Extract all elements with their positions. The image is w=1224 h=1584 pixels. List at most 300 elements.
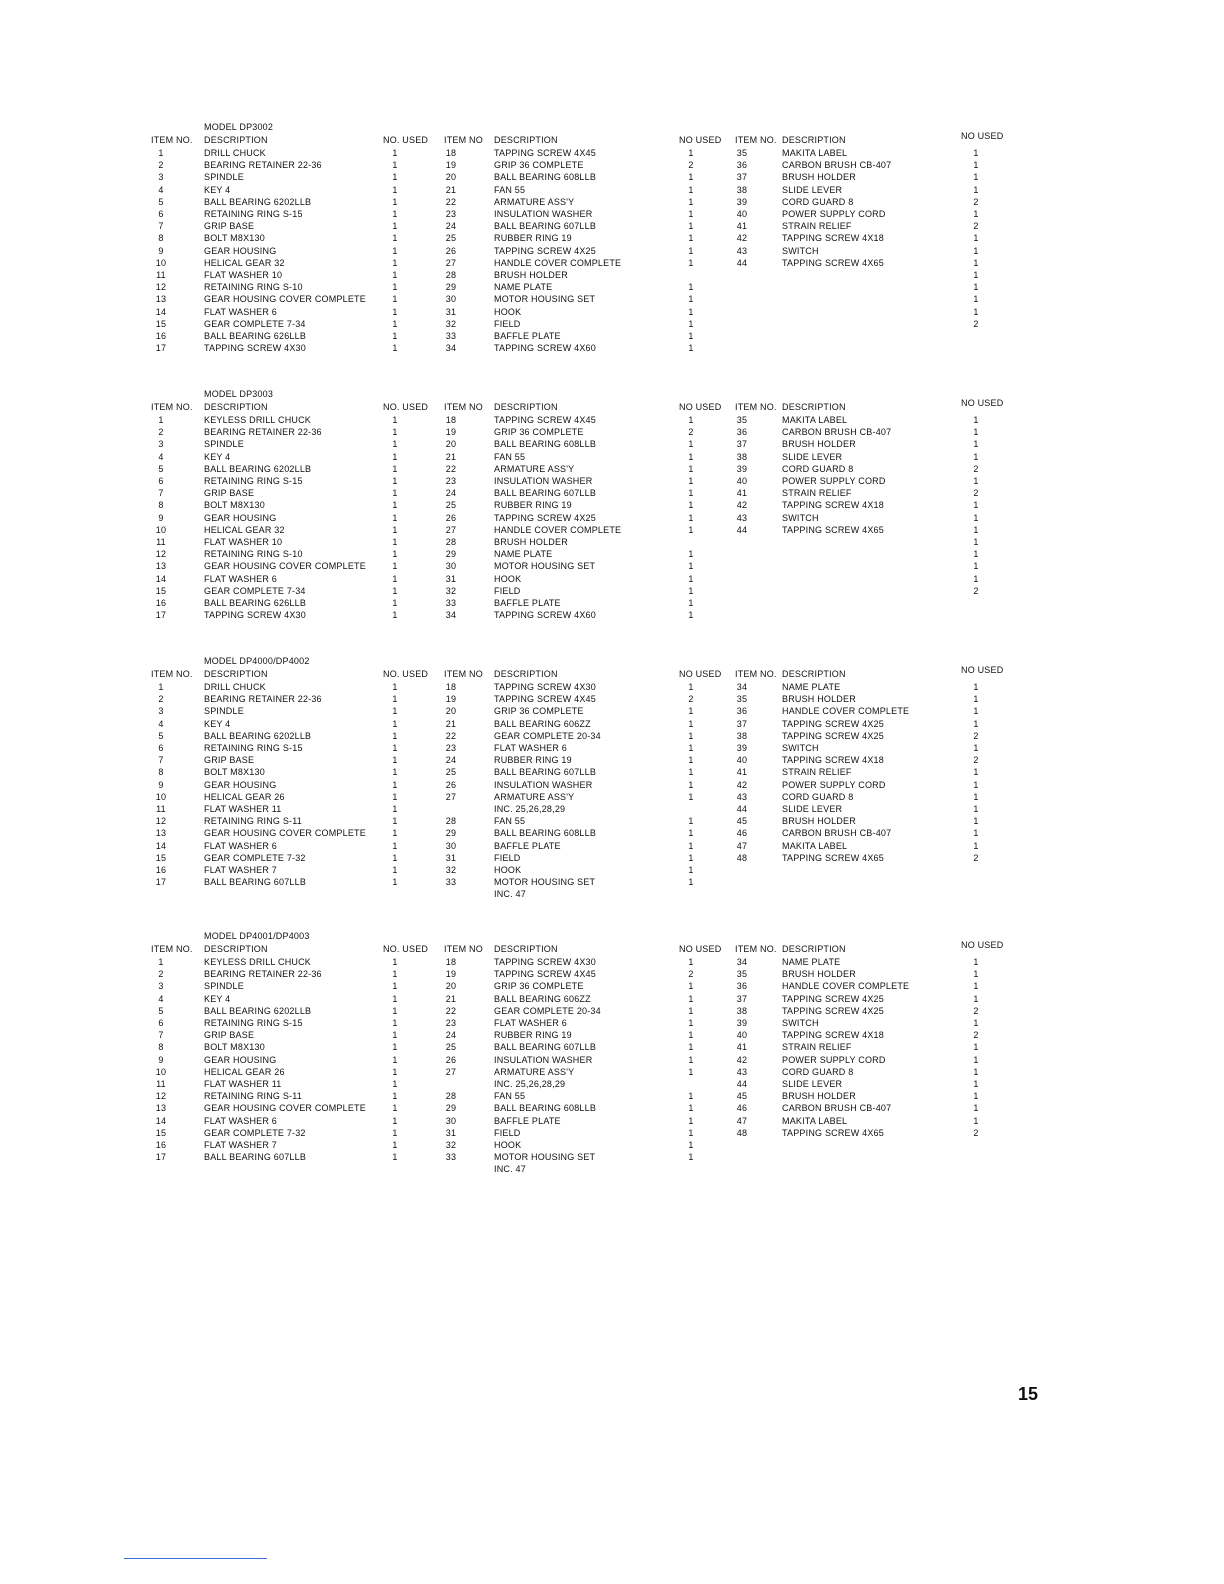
quantity-used: 1 <box>688 172 694 183</box>
part-description: TAPPING SCREW 4X65 <box>782 257 884 268</box>
item-number: 25 <box>445 500 457 511</box>
item-no-header: ITEM NO. <box>151 944 193 954</box>
part-description: SLIDE LEVER <box>782 1079 843 1089</box>
part-description: RETAINING RING S-15 <box>204 743 303 753</box>
item-number: 7 <box>158 755 164 766</box>
description-header: DESCRIPTION <box>494 402 558 412</box>
part-description: RUBBER RING 19 <box>494 755 572 766</box>
item-number: 40 <box>736 476 748 486</box>
part-description: MAKITA LABEL <box>782 1115 848 1126</box>
part-description: FLAT WASHER 6 <box>204 840 277 851</box>
item-number: 25 <box>445 233 457 244</box>
part-description: GRIP 36 COMPLETE <box>494 427 584 438</box>
quantity-used: 1 <box>973 427 979 438</box>
part-description: GRIP BASE <box>204 755 255 766</box>
item-number: 19 <box>445 969 457 980</box>
item-number: 4 <box>158 451 164 462</box>
quantity-used: 1 <box>688 1030 694 1041</box>
item-number: 34 <box>445 610 457 621</box>
quantity-used: 1 <box>688 512 694 523</box>
item-number: 44 <box>736 1079 748 1089</box>
item-number: 14 <box>155 840 167 851</box>
quantity-used: 1 <box>688 1140 694 1150</box>
quantity-used: 1 <box>688 331 694 341</box>
part-description: MAKITA LABEL <box>782 415 848 425</box>
item-number: 21 <box>445 993 457 1004</box>
part-description: RETAINING RING S-10 <box>204 282 303 293</box>
quantity-used: 1 <box>688 1115 694 1126</box>
part-description: TAPPING SCREW 4X18 <box>782 233 884 244</box>
no-used-header: NO USED <box>961 665 1004 675</box>
part-description: MOTOR HOUSING SET <box>494 294 596 305</box>
quantity-used: 1 <box>973 294 979 305</box>
item-number: 17 <box>155 610 167 621</box>
part-description: GEAR HOUSING COVER COMPLETE <box>204 1103 366 1114</box>
part-description: BAFFLE PLATE <box>494 598 561 608</box>
item-number: 24 <box>445 488 457 499</box>
part-description: GEAR HOUSING <box>204 779 277 790</box>
item-number: 15 <box>155 318 167 329</box>
quantity-used: 1 <box>688 573 694 584</box>
item-number: 19 <box>445 160 457 171</box>
part-description: STRAIN RELIEF <box>782 488 852 499</box>
quantity-used: 1 <box>688 476 694 486</box>
item-number: 9 <box>158 779 164 790</box>
part-description: FAN 55 <box>494 1091 526 1102</box>
part-description: KEY 4 <box>204 993 231 1004</box>
part-description: TAPPING SCREW 4X45 <box>494 148 596 158</box>
item-number: 15 <box>155 852 167 863</box>
no-used-header: NO USED <box>961 131 1004 141</box>
part-description: TAPPING SCREW 4X18 <box>782 1030 884 1041</box>
quantity-used: 1 <box>392 500 398 511</box>
quantity-used: 1 <box>973 537 979 547</box>
model-title: MODEL DP4000/DP4002 <box>204 656 310 666</box>
item-number: 45 <box>736 1091 748 1102</box>
part-description: ARMATURE ASS'Y <box>494 196 575 207</box>
quantity-used: 1 <box>392 160 398 171</box>
item-number: 26 <box>445 512 457 523</box>
quantity-used: 1 <box>392 476 398 486</box>
item-number: 29 <box>445 828 457 839</box>
quantity-used: 1 <box>392 561 398 572</box>
item-number: 40 <box>736 1030 748 1041</box>
quantity-used: 1 <box>392 1079 398 1089</box>
part-description: POWER SUPPLY CORD <box>782 209 886 219</box>
quantity-used: 1 <box>973 816 979 827</box>
item-no-header: ITEM NO. <box>735 402 777 412</box>
part-description: BOLT M8X130 <box>204 1042 265 1053</box>
part-description: HANDLE COVER COMPLETE <box>494 257 622 268</box>
part-description: SLIDE LEVER <box>782 184 843 195</box>
quantity-used: 1 <box>973 828 979 839</box>
part-description: KEY 4 <box>204 451 231 462</box>
part-description: TAPPING SCREW 4X65 <box>782 1127 884 1138</box>
no-used-header: NO. USED <box>383 402 429 412</box>
part-description: TAPPING SCREW 4X25 <box>494 512 596 523</box>
part-description: RETAINING RING S-11 <box>204 1091 302 1102</box>
item-number: 15 <box>155 585 167 596</box>
part-description: BOLT M8X130 <box>204 233 265 244</box>
item-number: 39 <box>736 1018 748 1028</box>
item-number: 30 <box>445 1115 457 1126</box>
item-number: 23 <box>445 209 457 219</box>
item-number: 16 <box>155 331 167 341</box>
part-description: SPINDLE <box>204 172 244 183</box>
quantity-used: 1 <box>688 981 694 992</box>
quantity-used: 1 <box>688 1152 694 1163</box>
quantity-used: 1 <box>688 257 694 268</box>
quantity-used: 1 <box>973 306 979 317</box>
quantity-used: 1 <box>688 598 694 608</box>
part-description: BEARING RETAINER 22-36 <box>204 969 322 980</box>
item-number: 29 <box>445 549 457 560</box>
item-number: 13 <box>155 1103 167 1114</box>
part-description: INC. 47 <box>494 889 526 900</box>
part-description: BALL BEARING 608LLB <box>494 1103 597 1114</box>
item-number: 20 <box>445 981 457 992</box>
item-number: 36 <box>736 981 748 992</box>
part-description: RETAINING RING S-15 <box>204 476 303 486</box>
item-number: 11 <box>156 270 166 280</box>
part-description: SPINDLE <box>204 439 244 450</box>
item-number: 35 <box>736 694 748 705</box>
item-number: 20 <box>445 439 457 450</box>
item-number: 33 <box>445 331 457 341</box>
quantity-used: 1 <box>392 524 398 535</box>
part-description: BALL BEARING 608LLB <box>494 828 597 839</box>
quantity-used: 1 <box>688 524 694 535</box>
item-number: 44 <box>736 524 748 535</box>
item-number: 38 <box>736 451 748 462</box>
item-no-header: ITEM NO <box>444 944 483 954</box>
item-no-header: ITEM NO. <box>735 669 777 679</box>
part-description: SWITCH <box>782 512 819 523</box>
quantity-used: 1 <box>973 549 979 560</box>
item-number: 19 <box>445 427 457 438</box>
part-description: TAPPING SCREW 4X65 <box>782 524 884 535</box>
item-number: 43 <box>736 1066 748 1077</box>
quantity-used: 2 <box>973 755 979 766</box>
item-number: 15 <box>155 1127 167 1138</box>
quantity-used: 1 <box>392 1103 398 1114</box>
part-description: BALL BEARING 607LLB <box>204 1152 307 1163</box>
item-number: 48 <box>736 1127 748 1138</box>
quantity-used: 1 <box>392 816 398 827</box>
description-header: DESCRIPTION <box>204 669 268 679</box>
item-number: 27 <box>445 257 457 268</box>
part-description: MOTOR HOUSING SET <box>494 1152 596 1163</box>
part-description: TAPPING SCREW 4X25 <box>782 1005 884 1016</box>
quantity-used: 2 <box>688 427 694 438</box>
item-number: 35 <box>736 969 748 980</box>
item-no-header: ITEM NO. <box>151 402 193 412</box>
quantity-used: 1 <box>392 779 398 790</box>
quantity-used: 1 <box>973 415 979 425</box>
item-number: 31 <box>445 852 457 863</box>
quantity-used: 1 <box>392 1042 398 1053</box>
quantity-used: 1 <box>392 233 398 244</box>
part-description: BOLT M8X130 <box>204 767 265 778</box>
part-description: TAPPING SCREW 4X60 <box>494 343 596 354</box>
quantity-used: 2 <box>973 221 979 232</box>
no-used-header: NO USED <box>679 135 722 145</box>
part-description: BALL BEARING 607LLB <box>494 767 597 778</box>
part-description: CORD GUARD 8 <box>782 463 854 474</box>
part-description: GRIP BASE <box>204 488 255 499</box>
item-number: 12 <box>155 1091 167 1102</box>
item-number: 2 <box>158 427 164 438</box>
part-description: INC. 25,26,28,29 <box>494 1079 566 1089</box>
quantity-used: 1 <box>392 969 398 980</box>
model-title: MODEL DP4001/DP4003 <box>204 931 310 941</box>
quantity-used: 1 <box>973 804 979 814</box>
part-description: KEY 4 <box>204 184 231 195</box>
quantity-used: 1 <box>688 245 694 256</box>
part-description: GEAR HOUSING <box>204 245 277 256</box>
item-number: 11 <box>156 804 166 814</box>
item-number: 7 <box>158 221 164 232</box>
item-number: 32 <box>445 318 457 329</box>
quantity-used: 1 <box>392 245 398 256</box>
part-description: GRIP 36 COMPLETE <box>494 981 584 992</box>
item-number: 20 <box>445 172 457 183</box>
quantity-used: 1 <box>392 331 398 341</box>
part-description: FIELD <box>494 1127 521 1138</box>
part-description: CORD GUARD 8 <box>782 791 854 802</box>
item-number: 8 <box>158 767 164 778</box>
quantity-used: 1 <box>688 1054 694 1065</box>
item-number: 5 <box>158 196 164 207</box>
quantity-used: 1 <box>392 718 398 729</box>
part-description: POWER SUPPLY CORD <box>782 779 886 790</box>
no-used-header: NO USED <box>961 398 1004 408</box>
quantity-used: 1 <box>973 1115 979 1126</box>
part-description: INSULATION WASHER <box>494 779 593 790</box>
part-description: INSULATION WASHER <box>494 209 593 219</box>
part-description: HELICAL GEAR 32 <box>204 524 285 535</box>
quantity-used: 1 <box>688 1018 694 1028</box>
quantity-used: 1 <box>973 245 979 256</box>
item-number: 24 <box>445 1030 457 1041</box>
quantity-used: 1 <box>973 1018 979 1028</box>
item-number: 34 <box>736 957 748 967</box>
quantity-used: 1 <box>392 257 398 268</box>
part-description: CARBON BRUSH CB-407 <box>782 1103 892 1114</box>
quantity-used: 1 <box>392 148 398 158</box>
part-description: GEAR COMPLETE 20-34 <box>494 730 601 741</box>
part-description: TAPPING SCREW 4X45 <box>494 969 596 980</box>
description-header: DESCRIPTION <box>204 944 268 954</box>
quantity-used: 1 <box>688 877 694 888</box>
item-number: 32 <box>445 1140 457 1150</box>
item-number: 42 <box>736 1054 748 1065</box>
quantity-used: 1 <box>688 1103 694 1114</box>
part-description: TAPPING SCREW 4X30 <box>494 682 596 692</box>
part-description: SLIDE LEVER <box>782 451 843 462</box>
description-header: DESCRIPTION <box>782 944 846 954</box>
part-description: ARMATURE ASS'Y <box>494 463 575 474</box>
quantity-used: 1 <box>688 500 694 511</box>
item-number: 23 <box>445 1018 457 1028</box>
part-description: TAPPING SCREW 4X25 <box>782 730 884 741</box>
part-description: BRUSH HOLDER <box>494 270 568 280</box>
item-number: 7 <box>158 1030 164 1041</box>
part-description: FIELD <box>494 318 521 329</box>
quantity-used: 1 <box>973 969 979 980</box>
item-number: 42 <box>736 500 748 511</box>
part-description: TAPPING SCREW 4X18 <box>782 755 884 766</box>
item-number: 11 <box>156 537 166 547</box>
part-description: FLAT WASHER 6 <box>204 306 277 317</box>
item-number: 44 <box>736 257 748 268</box>
part-description: BRUSH HOLDER <box>494 537 568 547</box>
item-number: 24 <box>445 755 457 766</box>
part-description: HOOK <box>494 865 522 875</box>
part-description: TAPPING SCREW 4X30 <box>494 957 596 967</box>
part-description: BAFFLE PLATE <box>494 331 561 341</box>
item-number: 12 <box>155 816 167 827</box>
part-description: BRUSH HOLDER <box>782 1091 856 1102</box>
part-description: SWITCH <box>782 1018 819 1028</box>
quantity-used: 1 <box>688 209 694 219</box>
description-header: DESCRIPTION <box>782 402 846 412</box>
quantity-used: 1 <box>688 282 694 293</box>
quantity-used: 1 <box>392 1115 398 1126</box>
part-description: CORD GUARD 8 <box>782 1066 854 1077</box>
quantity-used: 1 <box>688 1042 694 1053</box>
quantity-used: 1 <box>973 743 979 753</box>
part-description: KEYLESS DRILL CHUCK <box>204 415 312 425</box>
part-description: BRUSH HOLDER <box>782 172 856 183</box>
part-description: BALL BEARING 607LLB <box>494 488 597 499</box>
part-description: MAKITA LABEL <box>782 840 848 851</box>
item-number: 26 <box>445 779 457 790</box>
item-number: 46 <box>736 1103 748 1114</box>
part-description: SWITCH <box>782 743 819 753</box>
item-number: 27 <box>445 1066 457 1077</box>
part-description: BEARING RETAINER 22-36 <box>204 694 322 705</box>
quantity-used: 1 <box>392 682 398 692</box>
part-description: FAN 55 <box>494 451 526 462</box>
item-no-header: ITEM NO. <box>735 944 777 954</box>
quantity-used: 2 <box>973 318 979 329</box>
item-number: 37 <box>736 172 748 183</box>
no-used-header: NO. USED <box>383 944 429 954</box>
description-header: DESCRIPTION <box>494 135 558 145</box>
quantity-used: 2 <box>973 1127 979 1138</box>
item-number: 4 <box>158 993 164 1004</box>
item-no-header: ITEM NO. <box>151 669 193 679</box>
item-number: 42 <box>736 779 748 790</box>
quantity-used: 1 <box>688 294 694 305</box>
quantity-used: 1 <box>973 561 979 572</box>
quantity-used: 1 <box>973 1042 979 1053</box>
part-description: BOLT M8X130 <box>204 500 265 511</box>
quantity-used: 1 <box>392 743 398 753</box>
item-number: 34 <box>445 343 457 354</box>
item-number: 17 <box>155 343 167 354</box>
quantity-used: 1 <box>688 828 694 839</box>
part-description: FLAT WASHER 10 <box>204 537 283 547</box>
part-description: FLAT WASHER 7 <box>204 865 277 875</box>
quantity-used: 1 <box>973 718 979 729</box>
item-number: 33 <box>445 598 457 608</box>
part-description: TAPPING SCREW 4X30 <box>204 343 306 354</box>
quantity-used: 1 <box>973 233 979 244</box>
quantity-used: 1 <box>392 1018 398 1028</box>
quantity-used: 1 <box>392 172 398 183</box>
item-number: 10 <box>155 1066 167 1077</box>
quantity-used: 1 <box>973 184 979 195</box>
quantity-used: 1 <box>973 172 979 183</box>
quantity-used: 2 <box>688 160 694 171</box>
part-description: INC. 47 <box>494 1164 526 1175</box>
part-description: FIELD <box>494 852 521 863</box>
item-number: 14 <box>155 1115 167 1126</box>
part-description: TAPPING SCREW 4X30 <box>204 610 306 621</box>
part-description: NAME PLATE <box>494 549 553 560</box>
quantity-used: 1 <box>973 524 979 535</box>
description-header: DESCRIPTION <box>782 669 846 679</box>
part-description: GRIP BASE <box>204 1030 255 1041</box>
item-number: 3 <box>158 981 164 992</box>
quantity-used: 1 <box>392 463 398 474</box>
quantity-used: 1 <box>392 730 398 741</box>
part-description: BALL BEARING 6202LLB <box>204 730 312 741</box>
part-description: BAFFLE PLATE <box>494 840 561 851</box>
item-number: 14 <box>155 306 167 317</box>
quantity-used: 1 <box>392 694 398 705</box>
item-number: 39 <box>736 743 748 753</box>
quantity-used: 1 <box>392 865 398 875</box>
item-no-header: ITEM NO <box>444 135 483 145</box>
quantity-used: 1 <box>973 779 979 790</box>
quantity-used: 1 <box>392 439 398 450</box>
part-description: ARMATURE ASS'Y <box>494 1066 575 1077</box>
item-number: 8 <box>158 233 164 244</box>
quantity-used: 1 <box>392 791 398 802</box>
quantity-used: 1 <box>392 282 398 293</box>
quantity-used: 1 <box>973 451 979 462</box>
part-description: RETAINING RING S-10 <box>204 549 303 560</box>
item-number: 5 <box>158 463 164 474</box>
quantity-used: 1 <box>392 549 398 560</box>
item-number: 22 <box>445 1005 457 1016</box>
quantity-used: 2 <box>973 730 979 741</box>
item-number: 27 <box>445 524 457 535</box>
part-description: KEY 4 <box>204 718 231 729</box>
quantity-used: 1 <box>688 196 694 207</box>
item-number: 3 <box>158 706 164 717</box>
quantity-used: 1 <box>392 981 398 992</box>
item-number: 22 <box>445 196 457 207</box>
item-number: 4 <box>158 718 164 729</box>
part-description: BAFFLE PLATE <box>494 1115 561 1126</box>
quantity-used: 1 <box>392 512 398 523</box>
item-number: 33 <box>445 877 457 888</box>
quantity-used: 1 <box>688 1066 694 1077</box>
item-number: 25 <box>445 1042 457 1053</box>
part-description: BEARING RETAINER 22-36 <box>204 427 322 438</box>
part-description: BALL BEARING 608LLB <box>494 172 597 183</box>
quantity-used: 1 <box>973 1103 979 1114</box>
item-number: 2 <box>158 160 164 171</box>
part-description: BALL BEARING 606ZZ <box>494 993 591 1004</box>
quantity-used: 1 <box>973 148 979 158</box>
quantity-used: 1 <box>688 816 694 827</box>
item-number: 1 <box>158 682 164 692</box>
